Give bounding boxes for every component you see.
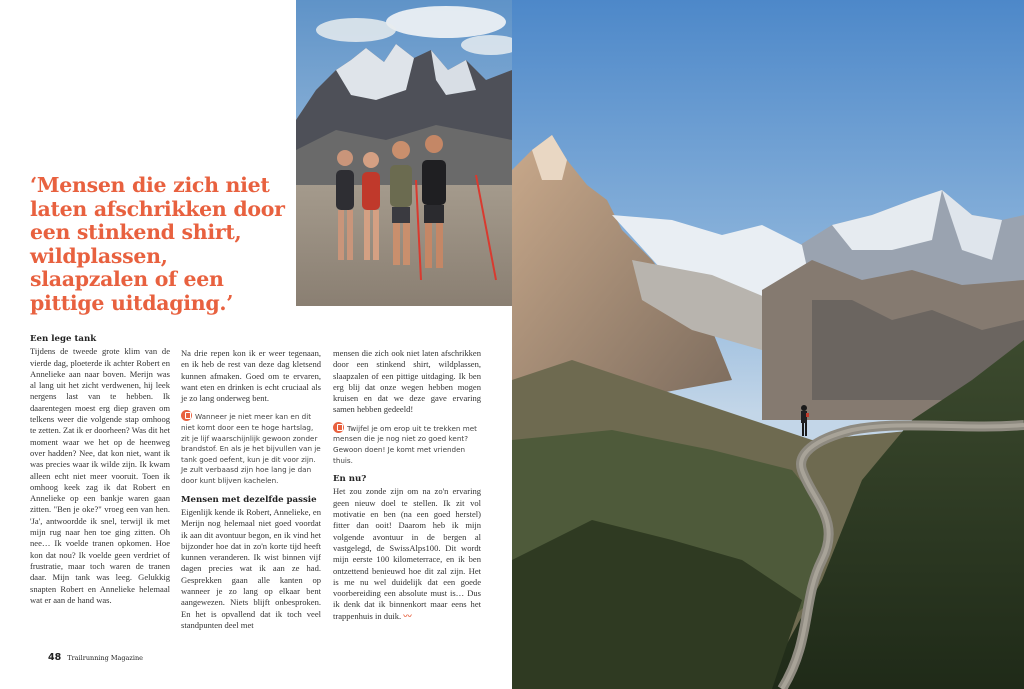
- body-text-col2-para2: Eigenlijk kende ik Robert, Annelieke, en Merijn nog helemaal niet goed voordat ik aan dit avontuur begon, en ik vind het bijzonder hoe dat in zo'n korte tijd heeft kunnen veranderen. Ik wist binnen vijf dagen precies wat ik aan ze had. Gesprekken gaan alle kanten op wanneer je zo lang op elkaar bent aangewezen. Niets blijft onbesproken. En het is opvallend dat ik toch veel standpunten deel met: [181, 506, 321, 630]
- body-text-col3-para2: Het zou zonde zijn om na zo'n ervaring geen nieuw doel te stellen. Ik zit vol motivatie en ben (na een goed herstel) fitter dan ooit! Daarom heb ik mijn volgende avontuur in de bergen al vastgelegd, de SwissAlps100. Dit wordt mijn eerste 100 kilometerrace, en ik ben ontzettend benieuwd hoe dit zal zijn. Het is me nu wel duidelijk dat een goede voorbereiding een absolute must is… Dus ik denk dat ik binnenkort maar eens het trappenhuis in duik. 〰: [333, 486, 481, 621]
- section-heading-mensen: Mensen met dezelfde passie: [181, 494, 317, 505]
- column-2: [181, 348, 321, 635]
- right-page: [512, 0, 1024, 689]
- section-heading-een-lege-tank: Een lege tank: [30, 334, 97, 344]
- tip-box-2: [333, 422, 481, 466]
- body-text-section1: Tijdens de tweede grote klim van de vierde dag, ploeterde ik achter Robert en Annelieke aan naar boven. Merijn was al lang uit het zicht verdwenen, hij leek nergens last van te hebben. Ik daarentegen moest erg diep graven om telkens weer die volgende stap omhoog te zetten. Zat ik er doorheen? Was dit het moment waar we het op de heenweg over hadden? Nee, dat kon niet, want ik was precies waar ik wilde zijn. Ik kwam alleen echt niet meer vooruit. Toen ik omhoog keek zag ik dat Robert en Annelieke op een bankje waren gaan zitten. "Ben je oke?" vroeg een van hen. 'Ja', antwoordde ik snel, terwijl ik met mijn rug naar hen toe ging zitten. Oh nee… Ik voelde tranen opkomen. Hoe kon dat nou? Ik voelde geen verdriet of frustratie, maar toch waren de tranen daar. Mijn tank was leeg. Gelukkig snapten Robert en Annelieke helemaal wat er aan de hand was.: [30, 346, 170, 605]
- column-1: [30, 334, 170, 610]
- group-photo: [296, 0, 512, 306]
- column-3: [333, 348, 481, 626]
- tip-text-2: Twijfel je om erop uit te trekken met mensen die je nog niet zo goed kent? Gewoon doen! Je komt met vrienden thuis.: [333, 423, 477, 465]
- tip-icon: [333, 422, 344, 433]
- pull-quote: ‘Mensen die zich niet laten afschrikken door een stinkend shirt, wildplassen, slaapzalen of een pittige uitdaging.’: [30, 173, 285, 315]
- body-text-col3-para1: mensen die zich ook niet laten afschrikken door een stinkend shirt, wildplassen, slaapzalen of een pittige uitdaging. Ik ben erg blij dat onze wegen hebben mogen kruisen en dat we deze gave ervaring samen hebben gedeeld!: [333, 348, 481, 415]
- mountain-trail-photo: [512, 0, 1024, 689]
- end-mark-icon: 〰: [403, 610, 412, 621]
- tip-text-1: Wanneer je niet meer kan en dit niet komt door een te hoge hartslag, zit je lijf waarschijnlijk gewoon zonder brandstof. En als je het bijvullen van je tank goed oefent, kun je dit voor zijn. Je zult verbaasd zijn hoe lang je dan door kunt blijven kachelen.: [181, 412, 321, 486]
- body-text-col2-para1: Na drie repen kon ik er weer tegenaan, en ik heb de rest van deze dag kletsend kunnen afmaken. Goed om te ervaren, want eten en drinken is echt cruciaal als je zo lang onderweg bent.: [181, 348, 321, 404]
- tip-icon: [181, 410, 192, 421]
- section-heading-en-nu: En nu?: [333, 474, 367, 485]
- page-number: 48: [48, 652, 62, 663]
- folio: [48, 652, 143, 663]
- tip-box-1: [181, 410, 321, 486]
- magazine-name: Trailrunning Magazine: [67, 654, 143, 662]
